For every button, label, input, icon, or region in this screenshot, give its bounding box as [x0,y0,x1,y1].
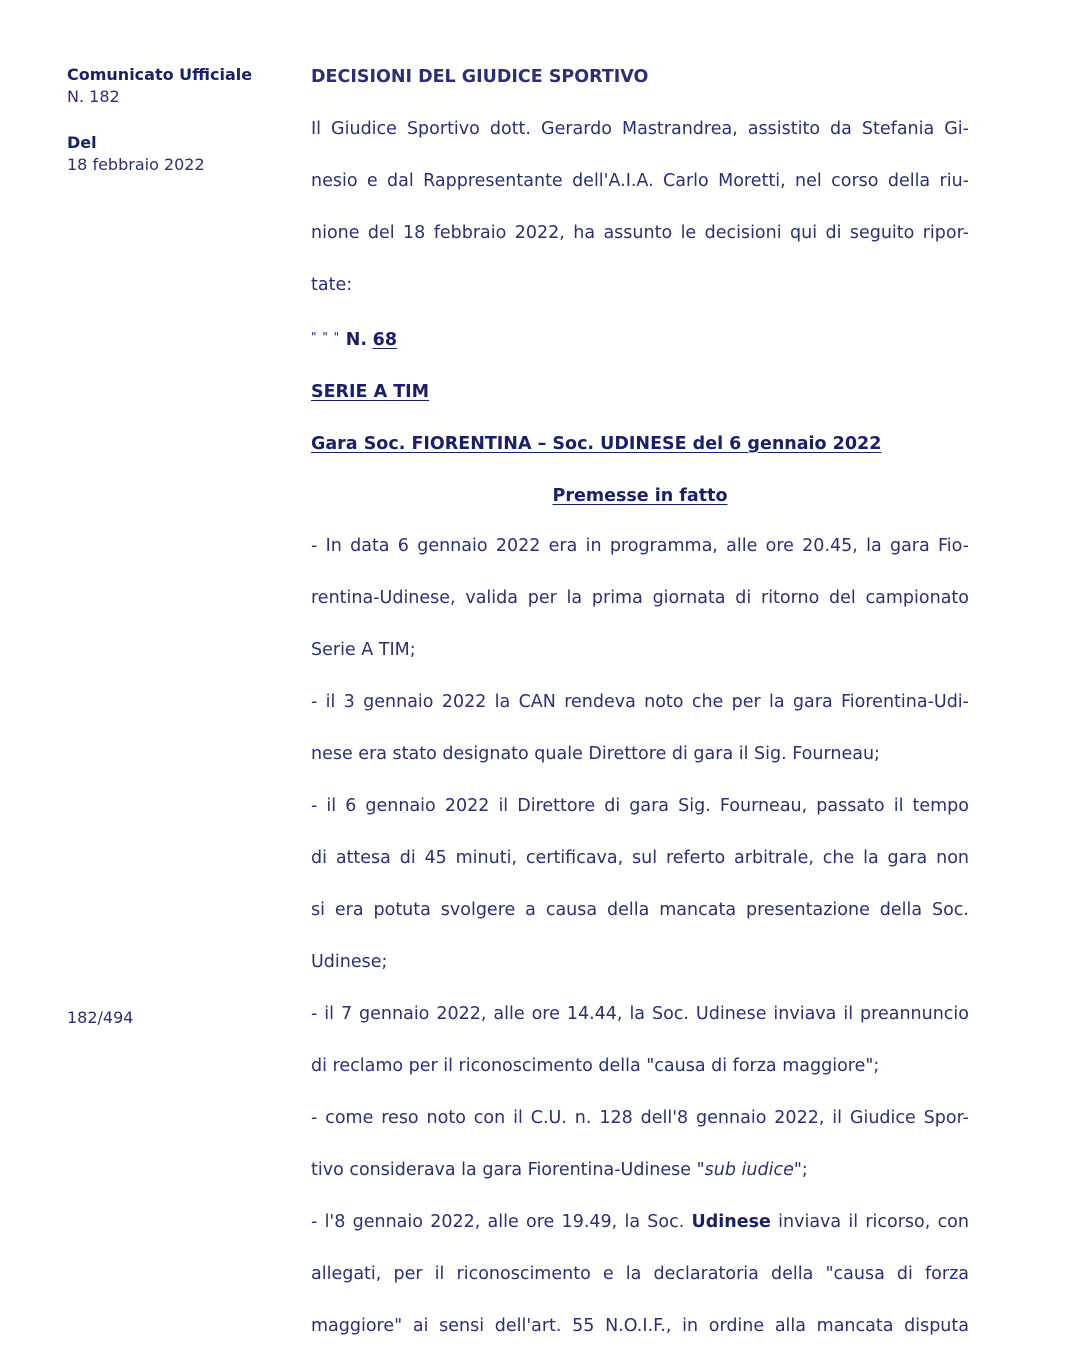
reference-number: 68 [372,330,397,350]
paragraph-line: di attesa di 45 minuti, certificava, sul referto arbitrale, che la gara non [311,848,969,868]
paragraph-line [311,1209,969,1261]
paragraph-line: nese era stato designato quale Direttore di gara il Sig. Fourneau; [311,744,880,764]
paragraph-line: maggiore" ai sensi dell'art. 55 N.O.I.F., in ordine alla mancata disputa [311,1316,969,1336]
paragraph-line: - In data 6 gennaio 2022 era in programma, alle ore 20.45, la gara Fio- [311,536,969,556]
text-run: - l'8 gennaio 2022, alle ore 19.49, la Soc. [311,1212,692,1232]
serie-heading: SERIE A TIM [311,382,430,402]
list-item [311,1001,969,1079]
list-item [311,689,969,767]
paragraph-line: - il 3 gennaio 2022 la CAN rendeva noto che per la gara Fiorentina-Udi- [311,692,969,712]
text-run: inviava il ricorso, con [770,1212,969,1232]
comunicato-label: Comunicato Ufficiale [67,65,253,84]
paragraph-line: - come reso noto con il C.U. n. 128 dell'8 gennaio 2022, il Giudice Spor- [311,1108,969,1128]
document-meta [67,64,267,176]
list-item [311,793,969,975]
paragraph-line: - il 7 gennaio 2022, alle ore 14.44, la Soc. Udinese inviava il preannuncio [311,1004,969,1024]
match-heading [311,431,969,457]
gara-heading: Gara Soc. FIORENTINA – Soc. UDINESE del 6 gennaio 2022 [311,434,882,454]
reference-quotes: " " " [311,330,341,344]
intro-line: tate: [311,275,353,295]
page-title: DECISIONI DEL GIUDICE SPORTIVO [311,67,649,87]
document-body [311,64,969,1365]
premesse-title: Premesse in fatto [552,486,728,506]
intro-line: Il Giudice Sportivo dott. Gerardo Mastrandrea, assistito da Stefania Gi- [311,119,969,139]
section-heading [311,379,969,405]
paragraph-line [311,1157,969,1183]
list-item [311,1105,969,1183]
reference-prefix: N. [345,330,368,350]
bold-text: Udinese [691,1212,771,1232]
paragraph-line: allegati, per il riconoscimento e la declaratoria della "causa di forza [311,1264,969,1284]
intro-paragraph [311,116,969,298]
reference-line [311,324,969,353]
paragraph-line: rentina-Udinese, valida per la prima giornata di ritorno del campionato [311,588,969,608]
paragraph-line: di reclamo per il riconoscimento della "causa di forza maggiore"; [311,1056,880,1076]
list-item [311,533,969,663]
premesse-heading [311,483,969,509]
paragraph-line: Udinese; [311,952,388,972]
intro-line: nesio e dal Rappresentante dell'A.I.A. Carlo Moretti, nel corso della riu- [311,171,969,191]
text-run: tivo considerava la gara Fiorentina-Udinese " [311,1160,705,1180]
intro-line: nione del 18 febbraio 2022, ha assunto le decisioni qui di seguito ripor- [311,223,969,243]
date-label: Del [67,133,97,152]
page-number: 182/494 [67,1008,134,1027]
list-item [311,1209,969,1365]
comunicato-number: N. 182 [67,87,120,106]
date-value: 18 febbraio 2022 [67,155,205,174]
paragraph-line: - il 6 gennaio 2022 il Direttore di gara Sig. Fourneau, passato il tempo [311,796,969,816]
paragraph-line: Serie A TIM; [311,640,416,660]
text-run: "; [793,1160,808,1180]
italic-text: sub iudice [704,1160,794,1180]
paragraph-line: si era potuta svolgere a causa della mancata presentazione della Soc. [311,900,969,920]
